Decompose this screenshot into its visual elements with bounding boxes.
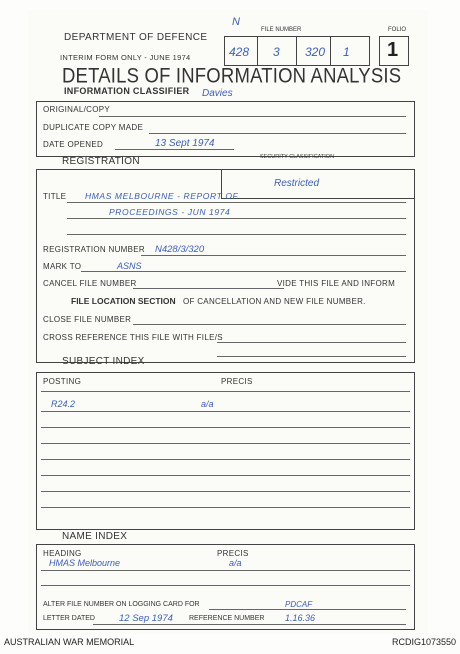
file-part-1: 428 [229, 45, 250, 59]
file-location-bold: FILE LOCATION SECTION [71, 296, 176, 306]
reg-number-label: REGISTRATION NUMBER [43, 245, 146, 254]
subject-index-box [36, 372, 415, 530]
date-opened-label: DATE OPENED [43, 140, 104, 149]
letter-dated-value: 12 Sep 1974 [119, 613, 173, 624]
reg-number-value: N428/3/320 [155, 244, 205, 255]
classifier-value: Davies [202, 88, 233, 99]
letter-dated-label: LETTER DATED [43, 615, 95, 622]
classifier-label: INFORMATION CLASSIFIER [64, 86, 190, 96]
folio-box [379, 36, 409, 66]
posting-value: R24.2 [51, 399, 76, 409]
posting-label: POSTING [43, 377, 82, 386]
title-line-1: HMAS MELBOURNE - REPORT OF [85, 191, 239, 201]
alter-file-label: ALTER FILE NUMBER ON LOGGING CARD FOR [43, 601, 200, 608]
folio-label: FOLIO [388, 27, 407, 33]
security-label: SECURITY CLASSIFICATION [260, 154, 335, 160]
file-location-rest: OF CANCELLATION AND NEW FILE NUMBER. [183, 297, 366, 306]
subject-precis-value: a/a [201, 399, 214, 409]
cross-reference-label: CROSS REFERENCE THIS FILE WITH FILE/S [43, 333, 223, 342]
name-index-heading: NAME INDEX [62, 531, 128, 542]
original-copy-label: ORIGINAL/COPY [43, 105, 111, 114]
registration-box [36, 169, 415, 363]
reference-number-value: 1.16.36 [285, 613, 316, 623]
vide-text: VIDE THIS FILE AND INFORM [277, 279, 396, 288]
subject-index-heading: SUBJECT INDEX [62, 356, 145, 367]
file-number-label: FILE NUMBER [261, 27, 302, 33]
file-number-boxes [224, 36, 370, 66]
heading-value: HMAS Melbourne [49, 558, 121, 568]
copy-details-box [36, 101, 415, 157]
file-prefix-mark: N [232, 16, 240, 28]
registration-heading: REGISTRATION [62, 156, 140, 167]
heading-label: HEADING [43, 549, 82, 558]
security-value: Restricted [274, 178, 320, 189]
form-paper [28, 10, 428, 634]
name-precis-value: a/a [229, 558, 242, 568]
name-index-box [36, 544, 415, 630]
footer-record-id: RCDIG1073550 [391, 637, 456, 647]
date-opened-value: 13 Sept 1974 [155, 138, 215, 149]
title-label: TITLE [43, 192, 67, 201]
department-heading: DEPARTMENT OF DEFENCE [64, 32, 208, 43]
alter-file-value: PDCAF [285, 600, 313, 609]
security-box [221, 169, 415, 199]
file-part-3: 320 [305, 45, 326, 59]
reference-number-label: REFERENCE NUMBER [189, 615, 265, 622]
folio-value: 1 [387, 39, 399, 61]
footer-source: AUSTRALIAN WAR MEMORIAL [4, 637, 135, 647]
mark-to-label: MARK TO [43, 262, 82, 271]
mark-to-value: ASNS [117, 261, 142, 271]
interim-note: INTERIM FORM ONLY - JUNE 1974 [60, 53, 191, 62]
subject-precis-label: PRECIS [221, 377, 253, 386]
cancel-file-label: CANCEL FILE NUMBER [43, 279, 137, 288]
close-file-label: CLOSE FILE NUMBER [43, 315, 132, 324]
file-part-2: 3 [273, 45, 280, 59]
duplicate-made-label: DUPLICATE COPY MADE [43, 123, 144, 132]
file-part-4: 1 [343, 45, 350, 59]
title-line-2: PROCEEDINGS - JUN 1974 [109, 207, 231, 217]
page-title: DETAILS OF INFORMATION ANALYSIS [62, 63, 402, 88]
name-precis-label: PRECIS [217, 549, 249, 558]
